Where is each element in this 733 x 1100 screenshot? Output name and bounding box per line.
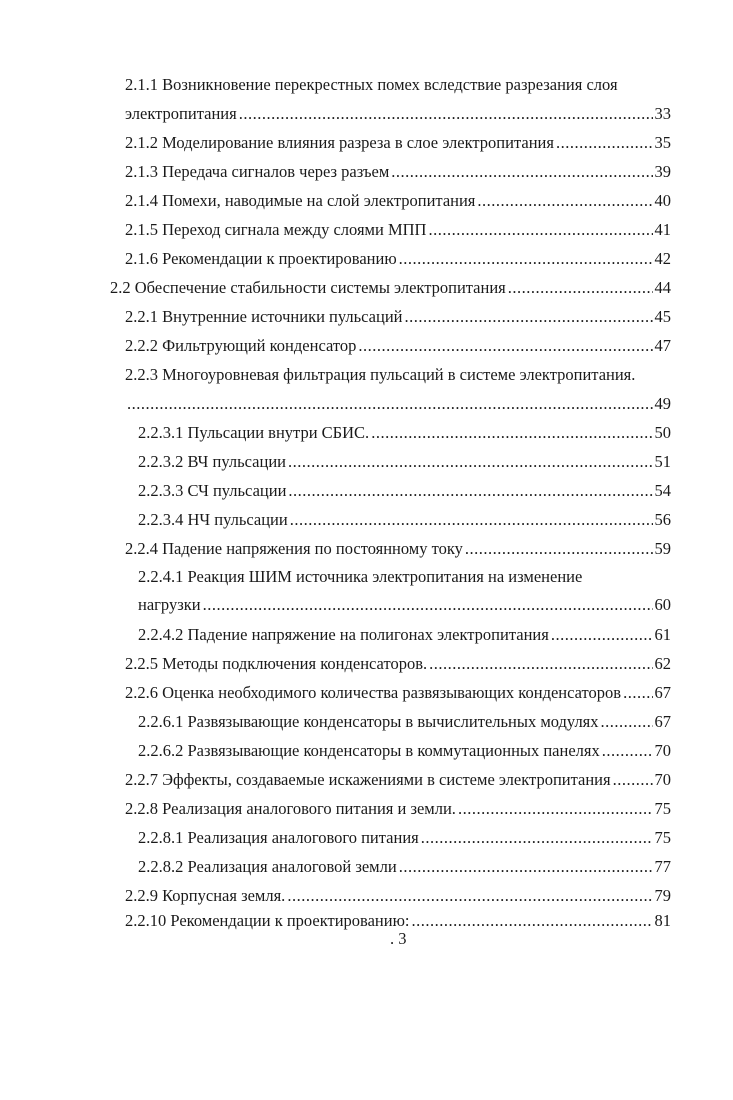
toc-leader: [623, 682, 652, 704]
toc-entry-title: 2.2.4 Падение напряжения по постоянному току: [125, 539, 463, 558]
toc-entry-title: нагрузки: [138, 595, 201, 614]
toc-entry[interactable]: [125, 769, 671, 791]
toc-entry[interactable]: [138, 451, 671, 473]
toc-entry-page: 81: [654, 911, 671, 930]
toc-entry-page: 47: [654, 336, 671, 355]
toc-leader: [477, 190, 652, 212]
toc-entry-title: 2.2.7 Эффекты, создаваемые искажениями в системе электропитания: [125, 770, 611, 789]
toc-entry-page: 60: [654, 595, 671, 614]
toc-entry-title: 2.2.10 Рекомендации к проектированию:: [125, 911, 410, 930]
toc-entry[interactable]: [125, 885, 671, 907]
toc-leader: [551, 624, 653, 646]
toc-leader: [465, 538, 653, 560]
toc-entry-title-line1: 2.2.3 Многоуровневая фильтрация пульсаций в системе электропитания.: [125, 365, 636, 384]
toc-entry-page: 70: [654, 770, 671, 789]
toc-entry[interactable]: [138, 422, 671, 444]
toc-entry-page: 67: [654, 683, 671, 702]
toc-entry-page: 77: [654, 857, 671, 876]
toc-entry[interactable]: [138, 827, 671, 849]
toc-entry[interactable]: [125, 132, 671, 154]
toc-entry[interactable]: [125, 219, 671, 241]
toc-entry-page: 54: [654, 481, 671, 500]
toc-entry[interactable]: [125, 335, 671, 357]
toc-entry-title: 2.2 Обеспечение стабильности системы электропитания: [110, 278, 506, 297]
toc-entry[interactable]: [125, 306, 671, 328]
toc-leader: [428, 219, 652, 241]
toc-entry-page: 75: [654, 828, 671, 847]
toc-leader: [288, 451, 653, 473]
toc-entry[interactable]: [138, 740, 671, 762]
toc-entry-page: 49: [654, 394, 671, 413]
toc-entry[interactable]: [138, 594, 671, 616]
toc-entry-title: 2.2.2 Фильтрующий конденсатор: [125, 336, 357, 355]
toc-leader: [399, 856, 653, 878]
toc-entry-title-line1: 2.2.4.1 Реакция ШИМ источника электропитания на изменение: [138, 567, 583, 586]
toc-leader: [556, 132, 653, 154]
toc-entry-title: 2.2.3.2 ВЧ пульсации: [138, 452, 286, 471]
toc-leader: [203, 594, 653, 616]
toc-entry-title-line1: 2.1.1 Возникновение перекрестных помех вследствие разрезания слоя: [125, 75, 618, 94]
toc-entry-page: 40: [654, 191, 671, 210]
toc-entry-page: 41: [654, 220, 671, 239]
toc-leader: [239, 103, 653, 125]
toc-entry-page: 50: [654, 423, 671, 442]
toc-leader: [371, 422, 652, 444]
toc-entry-title: 2.2.6.2 Развязывающие конденсаторы в коммутационных панелях: [138, 741, 600, 760]
toc-entry-page: 56: [654, 510, 671, 529]
toc-entry[interactable]: [125, 190, 671, 212]
toc-entry-title: электропитания: [125, 104, 237, 123]
toc-entry-title: 2.2.6.1 Развязывающие конденсаторы в вычислительных модулях: [138, 712, 599, 731]
toc-leader: [290, 509, 653, 531]
toc-entry-title: 2.2.5 Методы подключения конденсаторов.: [125, 654, 428, 673]
toc-leader: [602, 740, 653, 762]
toc-entry-page: 70: [654, 741, 671, 760]
toc-leader: [458, 798, 653, 820]
toc-leader: [391, 161, 652, 183]
toc-leader: [613, 769, 653, 791]
toc-entry[interactable]: [125, 798, 671, 820]
toc-entry-title: 2.1.3 Передача сигналов через разъем: [125, 162, 390, 181]
toc-leader: [399, 248, 653, 270]
toc-entry-page: 45: [654, 307, 671, 326]
toc-entry-page: 39: [654, 162, 671, 181]
toc-entry[interactable]: [125, 103, 671, 125]
toc-leader: [358, 335, 652, 357]
toc-entry-page: 59: [654, 539, 671, 558]
toc-entry-page: 51: [654, 452, 671, 471]
toc-entry-page: 35: [654, 133, 671, 152]
toc-entry-title: 2.1.6 Рекомендации к проектированию: [125, 249, 397, 268]
toc-entry[interactable]: [125, 682, 671, 704]
toc-entry-title: 2.2.9 Корпусная земля.: [125, 886, 286, 905]
toc-entry-title: 2.1.2 Моделирование влияния разреза в слое электропитания: [125, 133, 554, 152]
toc-leader: [127, 393, 653, 415]
toc-entry-title: 2.2.6 Оценка необходимого количества развязывающих конденсаторов: [125, 683, 622, 702]
toc-leader: [412, 910, 653, 932]
toc-entry-page: 62: [654, 654, 671, 673]
toc-entry[interactable]: [125, 248, 671, 270]
toc-entry[interactable]: [138, 480, 671, 502]
toc-entry[interactable]: [138, 509, 671, 531]
toc-entry-page: 33: [654, 104, 671, 123]
toc-leader: [287, 885, 652, 907]
toc-entry-page: 42: [654, 249, 671, 268]
toc-entry-title: 2.1.5 Переход сигнала между слоями МПП: [125, 220, 427, 239]
toc-entry[interactable]: [125, 393, 671, 415]
toc-entry[interactable]: [125, 653, 671, 675]
toc-entry[interactable]: [138, 856, 671, 878]
toc-entry-title: 2.2.3.1 Пульсации внутри СБИС.: [138, 423, 370, 442]
toc-entry-title: 2.2.8.2 Реализация аналоговой земли: [138, 857, 397, 876]
toc-leader: [508, 277, 653, 299]
toc-entry[interactable]: [110, 277, 671, 299]
toc-entry-page: 79: [654, 886, 671, 905]
toc-entry[interactable]: [125, 161, 671, 183]
toc-entry-title: 2.2.8 Реализация аналогового питания и земли.: [125, 799, 456, 818]
page-number: . 3: [390, 929, 407, 948]
toc-entry-title: 2.2.8.1 Реализация аналогового питания: [138, 828, 419, 847]
toc-entry-title: 2.2.1 Внутренние источники пульсаций: [125, 307, 403, 326]
toc-entry-title: 2.2.4.2 Падение напряжение на полигонах электропитания: [138, 625, 549, 644]
toc-leader: [601, 711, 653, 733]
toc-entry[interactable]: [125, 538, 671, 560]
toc-entry-page: 67: [654, 712, 671, 731]
toc-entry-page: 75: [654, 799, 671, 818]
toc-entry[interactable]: [138, 624, 671, 646]
toc-entry-page: 61: [654, 625, 671, 644]
toc-leader: [421, 827, 653, 849]
toc-leader: [405, 306, 653, 328]
toc-entry-page: 44: [654, 278, 671, 297]
toc-leader: [288, 480, 652, 502]
toc-entry[interactable]: [138, 711, 671, 733]
toc-entry-title: 2.1.4 Помехи, наводимые на слой электропитания: [125, 191, 476, 210]
toc-leader: [429, 653, 652, 675]
toc-entry-title: 2.2.3.3 СЧ пульсации: [138, 481, 287, 500]
toc-entry-title: 2.2.3.4 НЧ пульсации: [138, 510, 288, 529]
